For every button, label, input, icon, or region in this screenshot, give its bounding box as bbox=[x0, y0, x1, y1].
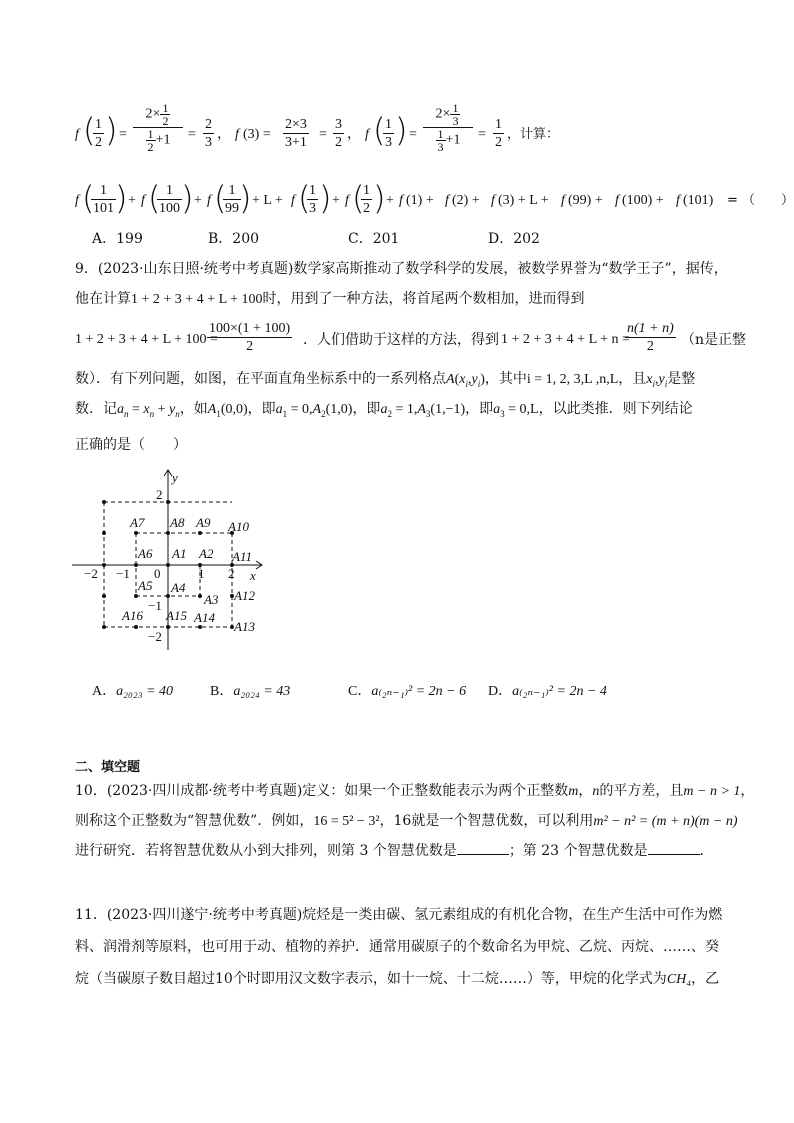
option-label: A． bbox=[92, 684, 117, 699]
q10-text: 进行研究．若将智慧优数从小到大排列，则第 3 个智慧优数是 bbox=[75, 843, 457, 859]
label-a3: A3 bbox=[204, 592, 219, 607]
y-axis-label: y bbox=[172, 470, 178, 485]
q10-text: ，16就是一个智慧优数，可以利用 bbox=[379, 813, 594, 829]
q10-math: n bbox=[592, 784, 600, 799]
q11-math: CH₄ bbox=[666, 972, 692, 987]
label-a1: A1 bbox=[172, 546, 187, 561]
tick-x-neg1: −1 bbox=[116, 566, 130, 581]
tick-y-2: 2 bbox=[156, 487, 163, 502]
tick-x-1: 1 bbox=[198, 566, 205, 581]
q10-number: 10． bbox=[75, 783, 107, 799]
label-a4: A4 bbox=[171, 580, 186, 595]
q9-line-4: 数）．有下列问题，如图，在平面直角坐标系中的一系列格点$A(x_i,y_i)$，其中i = 1, 2, 3,L ,n,L，且$x_i,y_i$是整 bbox=[75, 371, 696, 389]
fraction-denominator: 2 bbox=[646, 339, 654, 354]
q9-text: ．人们借助于这样的方法，得到 bbox=[303, 332, 499, 348]
q11-line-2 bbox=[75, 936, 725, 958]
q9-option-d[interactable] bbox=[488, 680, 607, 700]
q10-text: ． bbox=[699, 843, 714, 859]
q9-text: 是整 bbox=[667, 371, 696, 387]
q10-text: ， bbox=[740, 783, 755, 799]
q10-text: 则称这个正整数为“智慧优数”．例如， bbox=[75, 813, 314, 829]
q9-text: 数．记 bbox=[75, 401, 117, 417]
tick-y-neg1: −1 bbox=[148, 598, 162, 613]
label-a15: A15 bbox=[166, 608, 187, 623]
q11-number: 11． bbox=[75, 907, 107, 923]
examples-suffix: ，计算： bbox=[507, 127, 560, 142]
answer-blank-2[interactable] bbox=[648, 840, 700, 855]
q10-math: m − n > 1 bbox=[683, 784, 741, 799]
label-a2: A2 bbox=[199, 546, 214, 561]
q9-math: i = 1, 2, 3,L ,n,L bbox=[526, 372, 619, 387]
q10-line-1 bbox=[75, 780, 755, 803]
q9-text: ，以此类推．则下列结论 bbox=[538, 401, 693, 417]
option-value: a₂₀₂₄ = 43 bbox=[233, 684, 291, 699]
option-label: C． bbox=[348, 231, 373, 247]
option-value: 202 bbox=[513, 231, 540, 247]
q9-option-c[interactable] bbox=[348, 680, 466, 700]
q8-expression-end: = （ ） bbox=[727, 193, 794, 208]
q9-text: 时，用到了一种方法，将首尾两个数相加，进而得到 bbox=[262, 291, 585, 307]
option-value: 200 bbox=[232, 231, 260, 247]
q9-source: (2023·山东日照·统考中考真题) bbox=[97, 261, 294, 277]
q9-text: ，其中 bbox=[484, 371, 527, 387]
option-label: D． bbox=[488, 684, 513, 699]
label-a7: A7 bbox=[130, 515, 145, 530]
option-label: B． bbox=[210, 684, 234, 699]
q10-math: m bbox=[568, 784, 579, 799]
q9-text: 数学家高斯推动了数学科学的发展，被数学界誉为“数学王子”，据传， bbox=[293, 261, 728, 277]
option-value: a₂₀₂₃ = 40 bbox=[116, 684, 174, 699]
q9-option-b[interactable] bbox=[210, 680, 290, 700]
q11-source: (2023·四川遂宁·统考中考真题) bbox=[106, 907, 303, 923]
q9-math: 1 + 2 + 3 + 4 + L + n = bbox=[501, 332, 630, 347]
q10-source: (2023·四川成都·统考中考真题) bbox=[106, 783, 303, 799]
q8-sum-expression: f ( $\frac{1}{101}$ ) + f ( $\frac{1}{100}$ ) + f ( $\frac{1}{99}$ ) + L + f ( $\frac{1}{3}$ ) + f ( $\frac{1}{2}$ ) + f (1) + f (2) + f (3) + L + f (99) + f (100) + f (101) = （ ） bbox=[75, 179, 794, 217]
x-axis-label: x bbox=[250, 568, 256, 583]
q9-text: 正确的是（ ） bbox=[75, 437, 187, 453]
fraction-denominator: 2 bbox=[246, 339, 254, 354]
q9-text: ，且 bbox=[618, 371, 647, 387]
sep-comma-2: ， bbox=[347, 127, 361, 142]
fraction-numerator: 100×(1 + 100) bbox=[209, 321, 291, 336]
label-a5: A5 bbox=[138, 578, 153, 593]
label-a14: A14 bbox=[194, 610, 215, 625]
q10-text: 定义：如果一个正整数能表示为两个正整数 bbox=[302, 783, 569, 799]
label-a6: A6 bbox=[138, 546, 153, 561]
q9-line-5: 数．记$a_n = x_n + y_n$，如$A_1(0,0)$，即$a_1 = 0,A_2(1,0)$，即$a_2 = 1,A_3(1,-1)$，即$a_3 = 0,L$，以此类推．则下列结论 bbox=[75, 401, 693, 419]
sep-comma-1: ， bbox=[217, 127, 231, 142]
option-label: D． bbox=[488, 231, 514, 247]
option-value: a₍₂ₙ₋₁₎² = 2n − 6 bbox=[371, 684, 467, 699]
q9-text: 数）．有下列问题，如图，在平面直角坐标系中的一系列格点 bbox=[75, 371, 446, 387]
q9-math: 1 + 2 + 3 + 4 + L + 100 bbox=[131, 292, 263, 307]
q9-text: ，即 bbox=[465, 401, 494, 417]
q9-text: ，如 bbox=[179, 401, 208, 417]
q11-text: 料、润滑剂等原料，也可用于动、植物的养护．通常用碳原子的个数命名为甲烷、乙烷、丙烷、……、癸 bbox=[75, 939, 719, 955]
label-a9: A9 bbox=[196, 515, 211, 530]
option-value: 201 bbox=[372, 231, 400, 247]
option-label: A． bbox=[92, 231, 117, 247]
q11-text: ，乙 bbox=[691, 971, 720, 987]
option-value: 199 bbox=[116, 231, 143, 247]
q10-text: ， bbox=[578, 783, 593, 799]
origin-label: 0 bbox=[154, 566, 161, 581]
q9-text: ，即 bbox=[247, 401, 276, 417]
option-label: B． bbox=[208, 231, 233, 247]
q9-option-a[interactable] bbox=[92, 680, 173, 700]
q10-math: m² − n² = (m + n)(m − n) bbox=[593, 814, 738, 829]
q9-number: 9． bbox=[75, 261, 98, 277]
q11-text: 烷烃是一类由碳、氢元素组成的有机化合物，在生产生活中可作为燃 bbox=[302, 907, 723, 923]
label-a11: A11 bbox=[232, 549, 252, 564]
q8-examples-line: f ( $\frac{1}{2}$ ) = 2× $\frac{1}{2}$ $\frac{1}{2}$ +1 = $\frac{2}{3}$ ， f (3) = $\frac{2\times 3}{3+1}$ = $\frac{3}{2}$ ， f ( $\frac{1}{3}$ ) = 2× $\frac{1}{3}$ $\frac{1}{3}$ +1 = $\frac{1}{2}$ ，计算： bbox=[75, 101, 560, 154]
q10-text: ；第 23 个智慧优数是 bbox=[508, 843, 648, 859]
q10-line-2 bbox=[75, 810, 738, 833]
answer-blank-1[interactable] bbox=[457, 840, 509, 855]
option-label: C． bbox=[348, 684, 372, 699]
label-a13: A13 bbox=[234, 619, 255, 634]
fraction-numerator: n(1 + n) bbox=[627, 321, 674, 336]
tick-x-2: 2 bbox=[228, 566, 235, 581]
label-a16: A16 bbox=[122, 608, 143, 623]
q10-math: 16 = 5² − 3² bbox=[313, 814, 380, 829]
option-value: a₍₂ₙ₋₁₎² = 2n − 4 bbox=[512, 684, 607, 699]
section-title: 二、填空题 bbox=[75, 760, 141, 775]
label-a12: A12 bbox=[234, 588, 255, 603]
q11-line-1 bbox=[75, 904, 725, 926]
q11-text: 烷（当碳原子数目超过10个时即用汉文数字表示，如十一烷、十二烷……）等，甲烷的化学式为 bbox=[75, 971, 667, 987]
tick-y-neg2: −2 bbox=[148, 629, 162, 644]
q11-line-3 bbox=[75, 968, 725, 991]
label-a10: A10 bbox=[228, 519, 249, 534]
tick-x-neg2: −2 bbox=[84, 566, 98, 581]
q9-text: ，即 bbox=[352, 401, 381, 417]
q10-text: 的平方差，且 bbox=[599, 783, 684, 799]
q9-math: 1 + 2 + 3 + 4 + L + 100 = bbox=[75, 332, 218, 347]
q9-text: （n是正整 bbox=[681, 332, 747, 348]
label-a8: A8 bbox=[170, 515, 185, 530]
q9-text: 他在计算 bbox=[75, 291, 131, 307]
q10-line-3 bbox=[75, 840, 725, 862]
